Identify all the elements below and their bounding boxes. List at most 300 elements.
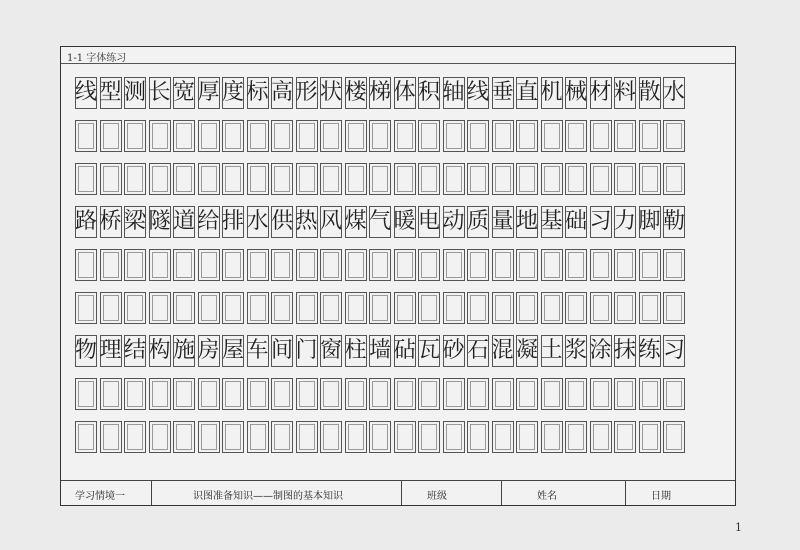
practice-cell[interactable] (173, 421, 195, 453)
practice-cell[interactable] (173, 163, 195, 195)
character-glyph: 脚 (638, 209, 661, 234)
practice-cell[interactable] (124, 378, 146, 410)
practice-cell[interactable] (271, 249, 293, 281)
practice-cell[interactable] (100, 292, 122, 324)
character-glyph: 械 (565, 80, 588, 105)
practice-cell[interactable] (320, 249, 342, 281)
practice-cell[interactable] (75, 378, 97, 410)
practice-cell[interactable] (198, 163, 220, 195)
practice-row (75, 292, 721, 324)
practice-cell[interactable] (345, 249, 367, 281)
character-glyph: 煤 (344, 209, 367, 234)
character-glyph: 轴 (442, 80, 465, 105)
practice-cell[interactable] (75, 120, 97, 152)
practice-cell[interactable] (247, 421, 269, 453)
practice-grid (75, 77, 721, 464)
character-cell (320, 77, 342, 109)
character-cell (565, 206, 587, 238)
character-cell (345, 335, 367, 367)
practice-cell[interactable] (663, 163, 685, 195)
character-cell (369, 335, 391, 367)
practice-cell[interactable] (516, 249, 538, 281)
character-glyph: 宽 (173, 80, 196, 105)
practice-cell[interactable] (100, 249, 122, 281)
practice-cell[interactable] (614, 292, 636, 324)
practice-cell[interactable] (100, 378, 122, 410)
character-glyph: 直 (516, 80, 539, 105)
character-cell (418, 206, 440, 238)
practice-cell[interactable] (247, 120, 269, 152)
practice-cell[interactable] (467, 163, 489, 195)
character-glyph: 习 (589, 209, 612, 234)
character-glyph: 车 (246, 338, 269, 363)
character-glyph: 基 (540, 209, 563, 234)
character-cell (590, 335, 612, 367)
character-cell (394, 206, 416, 238)
character-cell (541, 77, 563, 109)
character-cell (124, 335, 146, 367)
character-cell (296, 206, 318, 238)
character-glyph: 屋 (222, 338, 245, 363)
practice-cell[interactable] (541, 378, 563, 410)
character-glyph: 料 (614, 80, 637, 105)
character-cell (639, 206, 661, 238)
practice-cell[interactable] (541, 120, 563, 152)
character-glyph: 体 (393, 80, 416, 105)
practice-cell[interactable] (320, 163, 342, 195)
practice-cell[interactable] (222, 249, 244, 281)
character-cell (516, 77, 538, 109)
character-cell (296, 77, 318, 109)
practice-cell[interactable] (541, 292, 563, 324)
character-cell (198, 335, 220, 367)
situation-label: 学习情境一 (75, 491, 125, 502)
practice-cell[interactable] (222, 378, 244, 410)
practice-cell[interactable] (516, 163, 538, 195)
character-glyph: 房 (197, 338, 220, 363)
character-glyph: 暖 (393, 209, 416, 234)
character-glyph: 厚 (197, 80, 220, 105)
practice-cell[interactable] (541, 249, 563, 281)
practice-cell[interactable] (443, 120, 465, 152)
character-cell (590, 206, 612, 238)
practice-cell[interactable] (590, 378, 612, 410)
character-cell (222, 335, 244, 367)
character-glyph: 给 (197, 209, 220, 234)
practice-cell[interactable] (149, 378, 171, 410)
practice-cell[interactable] (124, 120, 146, 152)
character-glyph: 间 (271, 338, 294, 363)
practice-cell[interactable] (590, 163, 612, 195)
practice-cell[interactable] (320, 292, 342, 324)
practice-cell[interactable] (639, 120, 661, 152)
character-cell (492, 206, 514, 238)
practice-cell[interactable] (369, 249, 391, 281)
practice-cell[interactable] (198, 249, 220, 281)
class-label: 班级 (427, 491, 447, 502)
character-cell (173, 335, 195, 367)
practice-cell[interactable] (296, 292, 318, 324)
character-cell (394, 77, 416, 109)
character-glyph: 水 (246, 209, 269, 234)
character-glyph: 石 (467, 338, 490, 363)
character-cell (100, 206, 122, 238)
character-cell (492, 77, 514, 109)
character-glyph: 练 (638, 338, 661, 363)
character-glyph: 状 (320, 80, 343, 105)
practice-cell[interactable] (247, 292, 269, 324)
practice-cell[interactable] (565, 163, 587, 195)
character-cell (149, 335, 171, 367)
character-glyph: 长 (148, 80, 171, 105)
practice-cell[interactable] (639, 163, 661, 195)
practice-cell[interactable] (492, 163, 514, 195)
character-glyph: 结 (124, 338, 147, 363)
practice-cell[interactable] (590, 292, 612, 324)
character-glyph: 瓦 (418, 338, 441, 363)
character-glyph: 凝 (516, 338, 539, 363)
practice-cell[interactable] (75, 421, 97, 453)
character-cell (149, 77, 171, 109)
character-glyph: 地 (516, 209, 539, 234)
character-glyph: 高 (271, 80, 294, 105)
practice-cell[interactable] (639, 292, 661, 324)
practice-cell[interactable] (222, 120, 244, 152)
character-cell (467, 77, 489, 109)
practice-cell[interactable] (296, 120, 318, 152)
practice-cell[interactable] (345, 120, 367, 152)
practice-row (75, 421, 721, 453)
character-glyph: 混 (491, 338, 514, 363)
character-glyph: 门 (295, 338, 318, 363)
character-glyph: 梯 (369, 80, 392, 105)
practice-cell[interactable] (149, 249, 171, 281)
practice-cell[interactable] (541, 163, 563, 195)
character-glyph: 线 (467, 80, 490, 105)
practice-cell[interactable] (565, 421, 587, 453)
practice-cell[interactable] (418, 421, 440, 453)
practice-cell[interactable] (467, 249, 489, 281)
character-cell (492, 335, 514, 367)
practice-cell[interactable] (492, 421, 514, 453)
character-cell (149, 206, 171, 238)
practice-cell[interactable] (663, 292, 685, 324)
character-glyph: 机 (540, 80, 563, 105)
practice-cell[interactable] (394, 292, 416, 324)
practice-cell[interactable] (614, 249, 636, 281)
character-row (75, 206, 721, 238)
character-glyph: 习 (663, 338, 686, 363)
practice-cell[interactable] (296, 249, 318, 281)
character-cell (369, 206, 391, 238)
practice-cell[interactable] (198, 378, 220, 410)
practice-cell[interactable] (222, 292, 244, 324)
character-cell (124, 206, 146, 238)
practice-cell[interactable] (467, 421, 489, 453)
practice-cell[interactable] (394, 249, 416, 281)
practice-cell[interactable] (565, 292, 587, 324)
character-cell (663, 206, 685, 238)
practice-cell[interactable] (345, 163, 367, 195)
practice-cell[interactable] (173, 292, 195, 324)
practice-cell[interactable] (100, 120, 122, 152)
character-cell (247, 206, 269, 238)
practice-cell[interactable] (663, 249, 685, 281)
character-cell (345, 206, 367, 238)
practice-cell[interactable] (394, 421, 416, 453)
character-glyph: 楼 (344, 80, 367, 105)
practice-cell[interactable] (565, 378, 587, 410)
practice-cell[interactable] (124, 249, 146, 281)
character-row (75, 77, 721, 109)
practice-row (75, 120, 721, 152)
character-glyph: 路 (75, 209, 98, 234)
character-cell (418, 77, 440, 109)
character-cell (565, 335, 587, 367)
character-cell (320, 206, 342, 238)
practice-cell[interactable] (100, 163, 122, 195)
character-cell (516, 206, 538, 238)
practice-row (75, 163, 721, 195)
practice-cell[interactable] (75, 249, 97, 281)
practice-cell[interactable] (369, 421, 391, 453)
character-cell (345, 77, 367, 109)
practice-cell[interactable] (418, 120, 440, 152)
character-cell (271, 206, 293, 238)
character-glyph: 标 (246, 80, 269, 105)
practice-cell[interactable] (124, 421, 146, 453)
practice-cell[interactable] (345, 378, 367, 410)
practice-cell[interactable] (639, 249, 661, 281)
character-cell (100, 335, 122, 367)
character-cell (663, 335, 685, 367)
practice-cell[interactable] (418, 378, 440, 410)
practice-cell[interactable] (492, 378, 514, 410)
practice-cell[interactable] (222, 421, 244, 453)
practice-cell[interactable] (492, 120, 514, 152)
practice-cell[interactable] (149, 120, 171, 152)
practice-cell[interactable] (345, 292, 367, 324)
character-cell (614, 206, 636, 238)
practice-cell[interactable] (443, 163, 465, 195)
practice-cell[interactable] (614, 378, 636, 410)
character-glyph: 电 (418, 209, 441, 234)
practice-cell[interactable] (75, 292, 97, 324)
exercise-label: 1-1 字体练习 (67, 53, 127, 64)
character-cell (75, 335, 97, 367)
practice-cell[interactable] (247, 249, 269, 281)
character-row (75, 335, 721, 367)
character-glyph: 气 (369, 209, 392, 234)
practice-cell[interactable] (467, 292, 489, 324)
practice-cell[interactable] (443, 378, 465, 410)
character-glyph: 道 (173, 209, 196, 234)
practice-cell[interactable] (590, 421, 612, 453)
topic-label: 识图准备知识——制图的基本知识 (193, 491, 343, 502)
character-cell (565, 77, 587, 109)
character-cell (541, 206, 563, 238)
character-glyph: 墙 (369, 338, 392, 363)
character-cell (369, 77, 391, 109)
practice-cell[interactable] (467, 120, 489, 152)
practice-cell[interactable] (149, 163, 171, 195)
character-cell (296, 335, 318, 367)
practice-cell[interactable] (296, 163, 318, 195)
practice-cell[interactable] (394, 378, 416, 410)
practice-cell[interactable] (198, 120, 220, 152)
character-cell (614, 335, 636, 367)
character-cell (173, 77, 195, 109)
practice-cell[interactable] (198, 292, 220, 324)
character-cell (590, 77, 612, 109)
practice-cell[interactable] (247, 163, 269, 195)
practice-cell[interactable] (418, 163, 440, 195)
practice-cell[interactable] (75, 163, 97, 195)
character-cell (271, 77, 293, 109)
character-glyph: 土 (540, 338, 563, 363)
practice-cell[interactable] (320, 421, 342, 453)
character-glyph: 测 (124, 80, 147, 105)
character-glyph: 供 (271, 209, 294, 234)
character-cell (198, 206, 220, 238)
character-glyph: 力 (614, 209, 637, 234)
practice-cell[interactable] (394, 163, 416, 195)
practice-cell[interactable] (369, 120, 391, 152)
practice-cell[interactable] (271, 120, 293, 152)
practice-cell[interactable] (320, 378, 342, 410)
character-glyph: 积 (418, 80, 441, 105)
worksheet-frame (60, 46, 736, 506)
character-cell (443, 206, 465, 238)
character-glyph: 桥 (99, 209, 122, 234)
practice-cell[interactable] (516, 421, 538, 453)
character-cell (394, 335, 416, 367)
practice-cell[interactable] (271, 292, 293, 324)
character-cell (663, 77, 685, 109)
practice-cell[interactable] (173, 378, 195, 410)
character-cell (222, 206, 244, 238)
character-glyph: 形 (295, 80, 318, 105)
practice-cell[interactable] (271, 378, 293, 410)
practice-cell[interactable] (590, 249, 612, 281)
practice-cell[interactable] (639, 421, 661, 453)
practice-cell[interactable] (198, 421, 220, 453)
practice-cell[interactable] (418, 292, 440, 324)
practice-cell[interactable] (247, 378, 269, 410)
footer-divider (501, 481, 502, 505)
practice-cell[interactable] (443, 292, 465, 324)
practice-cell[interactable] (516, 378, 538, 410)
practice-cell[interactable] (614, 120, 636, 152)
practice-cell[interactable] (222, 163, 244, 195)
practice-cell[interactable] (149, 292, 171, 324)
footer-bar (61, 480, 735, 505)
practice-cell[interactable] (467, 378, 489, 410)
character-glyph: 隧 (148, 209, 171, 234)
character-glyph: 施 (173, 338, 196, 363)
header-rule (61, 63, 735, 64)
character-glyph: 热 (295, 209, 318, 234)
character-cell (198, 77, 220, 109)
practice-cell[interactable] (663, 120, 685, 152)
character-glyph: 度 (222, 80, 245, 105)
footer-divider (401, 481, 402, 505)
footer-divider (625, 481, 626, 505)
practice-cell[interactable] (663, 421, 685, 453)
character-cell (639, 335, 661, 367)
practice-cell[interactable] (565, 249, 587, 281)
footer-divider (151, 481, 152, 505)
practice-cell[interactable] (418, 249, 440, 281)
character-glyph: 砧 (393, 338, 416, 363)
practice-cell[interactable] (663, 378, 685, 410)
character-glyph: 物 (75, 338, 98, 363)
practice-row (75, 378, 721, 410)
character-cell (271, 335, 293, 367)
practice-cell[interactable] (639, 378, 661, 410)
practice-cell[interactable] (541, 421, 563, 453)
practice-cell[interactable] (100, 421, 122, 453)
practice-cell[interactable] (296, 421, 318, 453)
character-glyph: 型 (99, 80, 122, 105)
practice-cell[interactable] (492, 249, 514, 281)
practice-cell[interactable] (320, 120, 342, 152)
page-number: 1 (735, 521, 742, 534)
practice-cell[interactable] (590, 120, 612, 152)
practice-cell[interactable] (173, 249, 195, 281)
practice-cell[interactable] (443, 421, 465, 453)
character-glyph: 础 (565, 209, 588, 234)
practice-cell[interactable] (443, 249, 465, 281)
practice-cell[interactable] (492, 292, 514, 324)
character-glyph: 砂 (442, 338, 465, 363)
character-glyph: 质 (467, 209, 490, 234)
practice-cell[interactable] (271, 163, 293, 195)
character-cell (516, 335, 538, 367)
practice-cell[interactable] (296, 378, 318, 410)
character-glyph: 构 (148, 338, 171, 363)
practice-row (75, 249, 721, 281)
practice-cell[interactable] (516, 292, 538, 324)
practice-cell[interactable] (394, 120, 416, 152)
practice-cell[interactable] (149, 421, 171, 453)
character-cell (614, 77, 636, 109)
character-glyph: 勒 (663, 209, 686, 234)
practice-cell[interactable] (124, 292, 146, 324)
character-glyph: 浆 (565, 338, 588, 363)
character-cell (222, 77, 244, 109)
character-glyph: 材 (589, 80, 612, 105)
practice-cell[interactable] (345, 421, 367, 453)
practice-cell[interactable] (516, 120, 538, 152)
practice-cell[interactable] (565, 120, 587, 152)
character-cell (124, 77, 146, 109)
practice-cell[interactable] (124, 163, 146, 195)
practice-cell[interactable] (173, 120, 195, 152)
character-glyph: 抹 (614, 338, 637, 363)
practice-cell[interactable] (614, 163, 636, 195)
character-glyph: 排 (222, 209, 245, 234)
character-cell (467, 206, 489, 238)
character-glyph: 理 (99, 338, 122, 363)
practice-cell[interactable] (614, 421, 636, 453)
practice-cell[interactable] (369, 292, 391, 324)
practice-cell[interactable] (369, 163, 391, 195)
character-glyph: 涂 (589, 338, 612, 363)
practice-cell[interactable] (369, 378, 391, 410)
character-glyph: 梁 (124, 209, 147, 234)
practice-cell[interactable] (271, 421, 293, 453)
